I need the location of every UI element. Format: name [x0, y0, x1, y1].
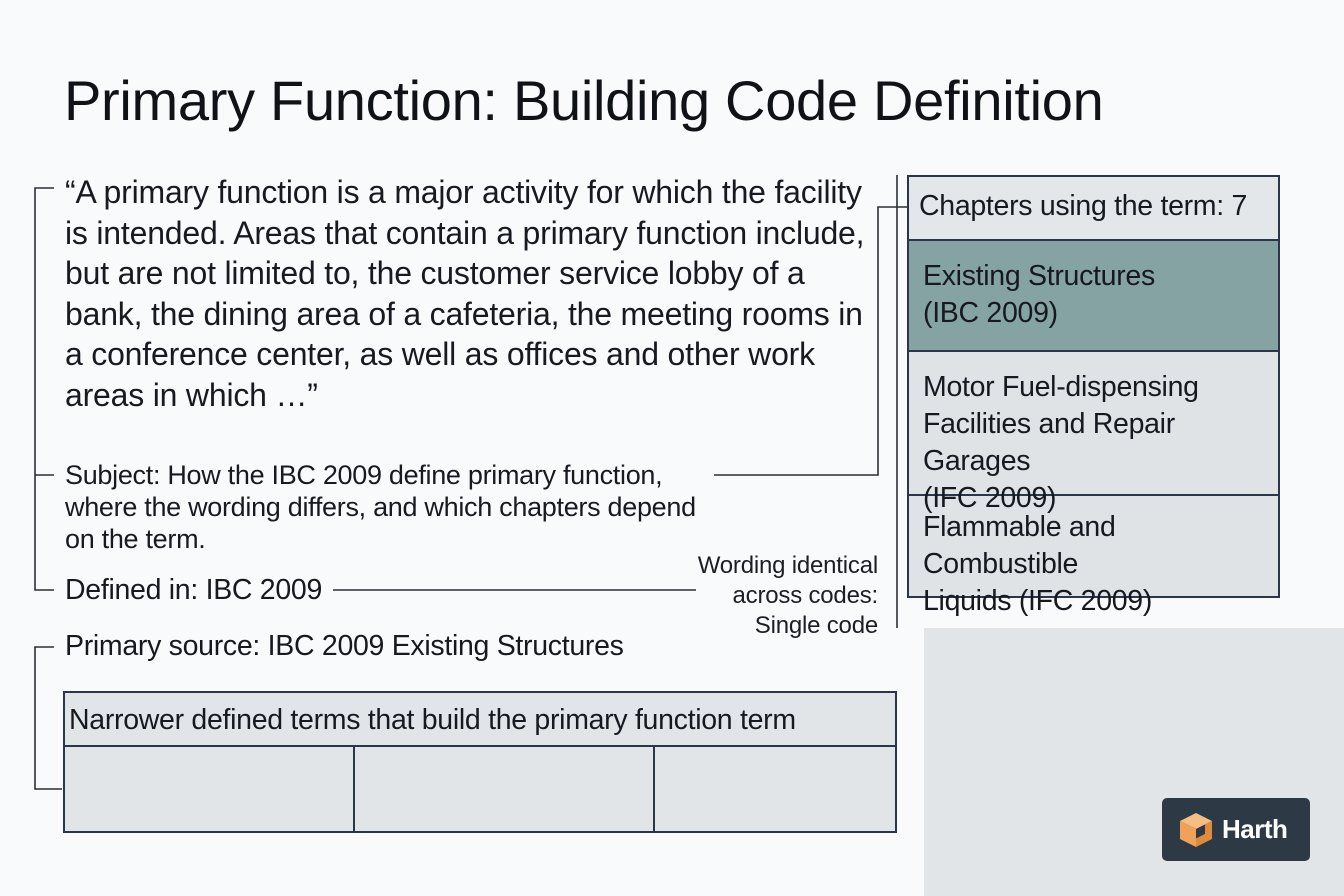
chapter-item-line: (IFC 2009) — [923, 482, 1057, 514]
wording-note-line: Wording identical — [697, 552, 878, 579]
cube-icon — [1176, 810, 1216, 850]
narrower-terms-table — [63, 691, 897, 833]
table-cell — [655, 747, 895, 833]
wording-note — [660, 551, 878, 641]
harth-logo — [1162, 798, 1310, 861]
left-bracket-lower — [35, 647, 62, 789]
chapter-item-line: Facilities and Repair Garages — [923, 408, 1175, 477]
wording-note-line: Single code — [754, 612, 878, 639]
defined-in-text: Defined in: IBC 2009 — [65, 574, 322, 606]
table-cell — [355, 747, 655, 833]
chapter-item-line: (IBC 2009) — [923, 297, 1058, 329]
narrower-terms-header: Narrower defined terms that build the primary function term — [65, 693, 895, 747]
chapters-panel-header: Chapters using the term: 7 — [909, 177, 1278, 241]
left-bracket-upper — [35, 188, 54, 590]
table-cell — [65, 747, 355, 833]
chapter-item-line: Flammable and Combustible — [923, 511, 1116, 580]
wording-note-line: across codes: — [732, 582, 878, 609]
subject-text: Subject: How the IBC 2009 define primary function, where the wording differs, and which chapters depend on the term. — [65, 460, 696, 554]
chapter-item-line: Motor Fuel-dispensing — [923, 371, 1199, 403]
primary-source-text: Primary source: IBC 2009 Existing Structures — [65, 630, 624, 662]
logo-text: Harth — [1222, 814, 1288, 844]
chapter-item-existing-structures — [909, 241, 1278, 352]
chapter-item-motor-fuel — [909, 352, 1278, 514]
chapter-item-line: Liquids (IFC 2009) — [923, 585, 1153, 617]
table-row — [65, 747, 895, 833]
chapters-panel — [907, 175, 1280, 617]
page-title: Primary Function: Building Code Definition — [64, 69, 1104, 132]
definition-quote: “A primary function is a major activity for which the facility is intended. Areas that contain a primary function include, but are not limited to, the customer service lobby of a bank, the dining area of a cafeteria, the meeting rooms in a conference center, as well as offices and other work areas in which …” — [65, 174, 865, 413]
chapter-item-line: Existing Structures — [923, 260, 1155, 292]
chapter-item-flammable-liquids — [909, 496, 1278, 617]
